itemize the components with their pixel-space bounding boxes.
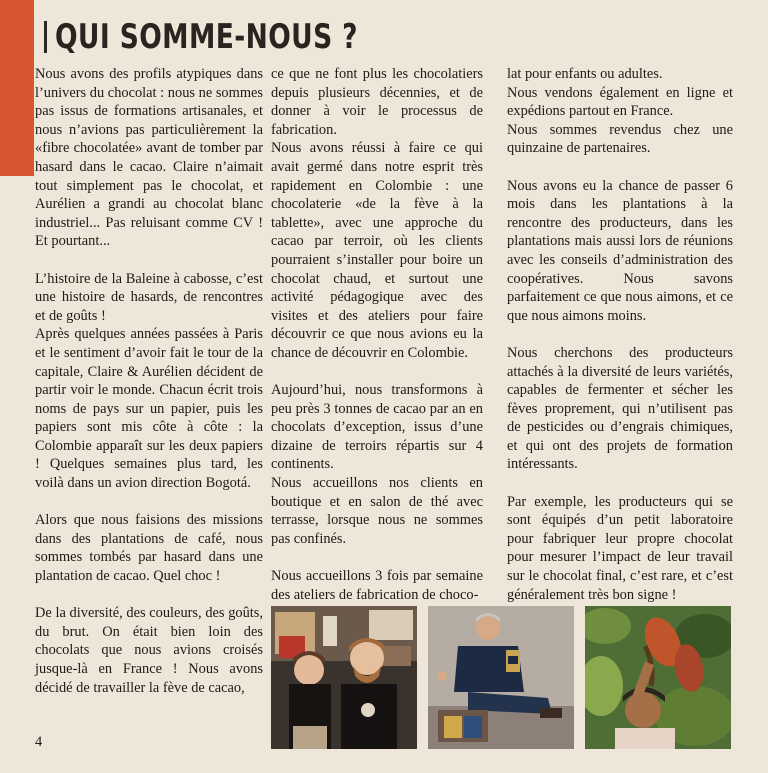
title-block bbox=[44, 12, 443, 62]
paragraph: Aujourd’hui, nous transformons à peu près 3 tonnes de cacao par an en chocolats d’exception, issus d’une dizaine de terroirs répartis sur 4 continents. bbox=[271, 382, 483, 473]
photo-producer bbox=[428, 606, 574, 749]
paragraph: Nous avons des profils atypiques dans l’univers du chocolat : nous ne sommes pas issus de formations artisanales, et nous n’avions pas particulièrement la «fibre chocolatée» avant de tomber par hasard dans le cacao. Claire n’aimait tout simplement pas le chocolat, et Aurélien a grandi au chocolat blanc industriel... Pas reluisant comme CV ! Et pourtant... bbox=[35, 66, 263, 250]
paragraph: Nous cherchons des producteurs attachés à la diversité de leurs variétés, capables de fermenter et sécher les fèves proprement, qui n’utilisent pas de pesticides ou d’engrais chimiques, et qui ont des projets de formation intéressants. bbox=[507, 344, 733, 473]
paragraph: Nous sommes revendus chez une quinzaine de partenaires. bbox=[507, 121, 733, 157]
paragraph: Après quelques années passées à Paris et le sentiment d’avoir fait le tour de la capitale, Claire & Aurélien décident de partir voir le monde. Chacun écrit trois noms de pays sur un papier, puis les papiers sont mis côte à côte : la Colombie apparaît sur les deux papiers ! Quelques semaines plus tard, les voilà dans un avion direction Bogotá. bbox=[35, 326, 263, 492]
text-column-2 bbox=[271, 65, 483, 604]
paragraph: Nous vendons également en ligne et expédions partout en France. bbox=[507, 84, 733, 120]
paragraph: Nous avons eu la chance de passer 6 mois dans les plantations à la rencontre des producteurs, dans les plantations mais aussi lors de réunions avec les conseils d’administration des coopératives. Nous savons parfaitement ce que nous aimons, et ce que nous aimons moins. bbox=[507, 177, 733, 324]
paragraph: Nous accueillons nos clients en boutique et en salon de thé avec terrasse, lorsque nous ne sommes pas confinés. bbox=[271, 475, 483, 547]
paragraph: Nous accueillons 3 fois par semaine des ateliers de fabrication de choco- bbox=[271, 568, 483, 603]
paragraph: lat pour enfants ou adultes. bbox=[507, 66, 663, 82]
text-column-1 bbox=[35, 65, 263, 697]
title-rule bbox=[44, 21, 47, 53]
paragraph: Alors que nous faisions des missions dans des plantations de café, nous sommes tombés par hasard dans une plantation de cacao. Quel choc ! bbox=[35, 512, 263, 585]
page-number: 4 bbox=[35, 734, 43, 750]
page-title: QUI SOMME-NOUS ? bbox=[55, 17, 358, 57]
paragraph: L’histoire de la Baleine à cabosse, c’est une histoire de hasards, de rencontres et de goûts ! bbox=[35, 270, 263, 324]
photo-founders bbox=[271, 606, 417, 749]
paragraph: Par exemple, les producteurs qui se sont équipés d’un petit laboratoire pour fabriquer leur propre chocolat pour mesurer l’impact de leur travail sur le chocolat final, c’est rare, et c’est généralement très bon signe ! bbox=[507, 493, 733, 603]
accent-bar bbox=[0, 0, 34, 176]
text-column-3 bbox=[507, 65, 733, 604]
photo-cacao-farmer bbox=[585, 606, 731, 749]
paragraph: ce que ne font plus les chocolatiers depuis plusieurs décennies, et de donner à voir le processus de fabrication. bbox=[271, 66, 483, 138]
paragraph: Nous avons réussi à faire ce qui avait germé dans notre esprit très rapidement en Colombie : une chocolaterie «de la fève à la tablette», avec une approche du cacao par terroir, où les clients pourraient s’installer pour boire un chocolat chaud, et surtout une activité pédagogique avec des visites et des ateliers pour faire découvrir ce que nous avions eu la chance de découvrir en Colombie. bbox=[271, 140, 483, 361]
paragraph: De la diversité, des couleurs, des goûts, du brut. On était bien loin des chocolats que nous avions croisés jusque-là en France ! Nous avons décidé de travailler la fève de cacao, bbox=[35, 605, 263, 696]
